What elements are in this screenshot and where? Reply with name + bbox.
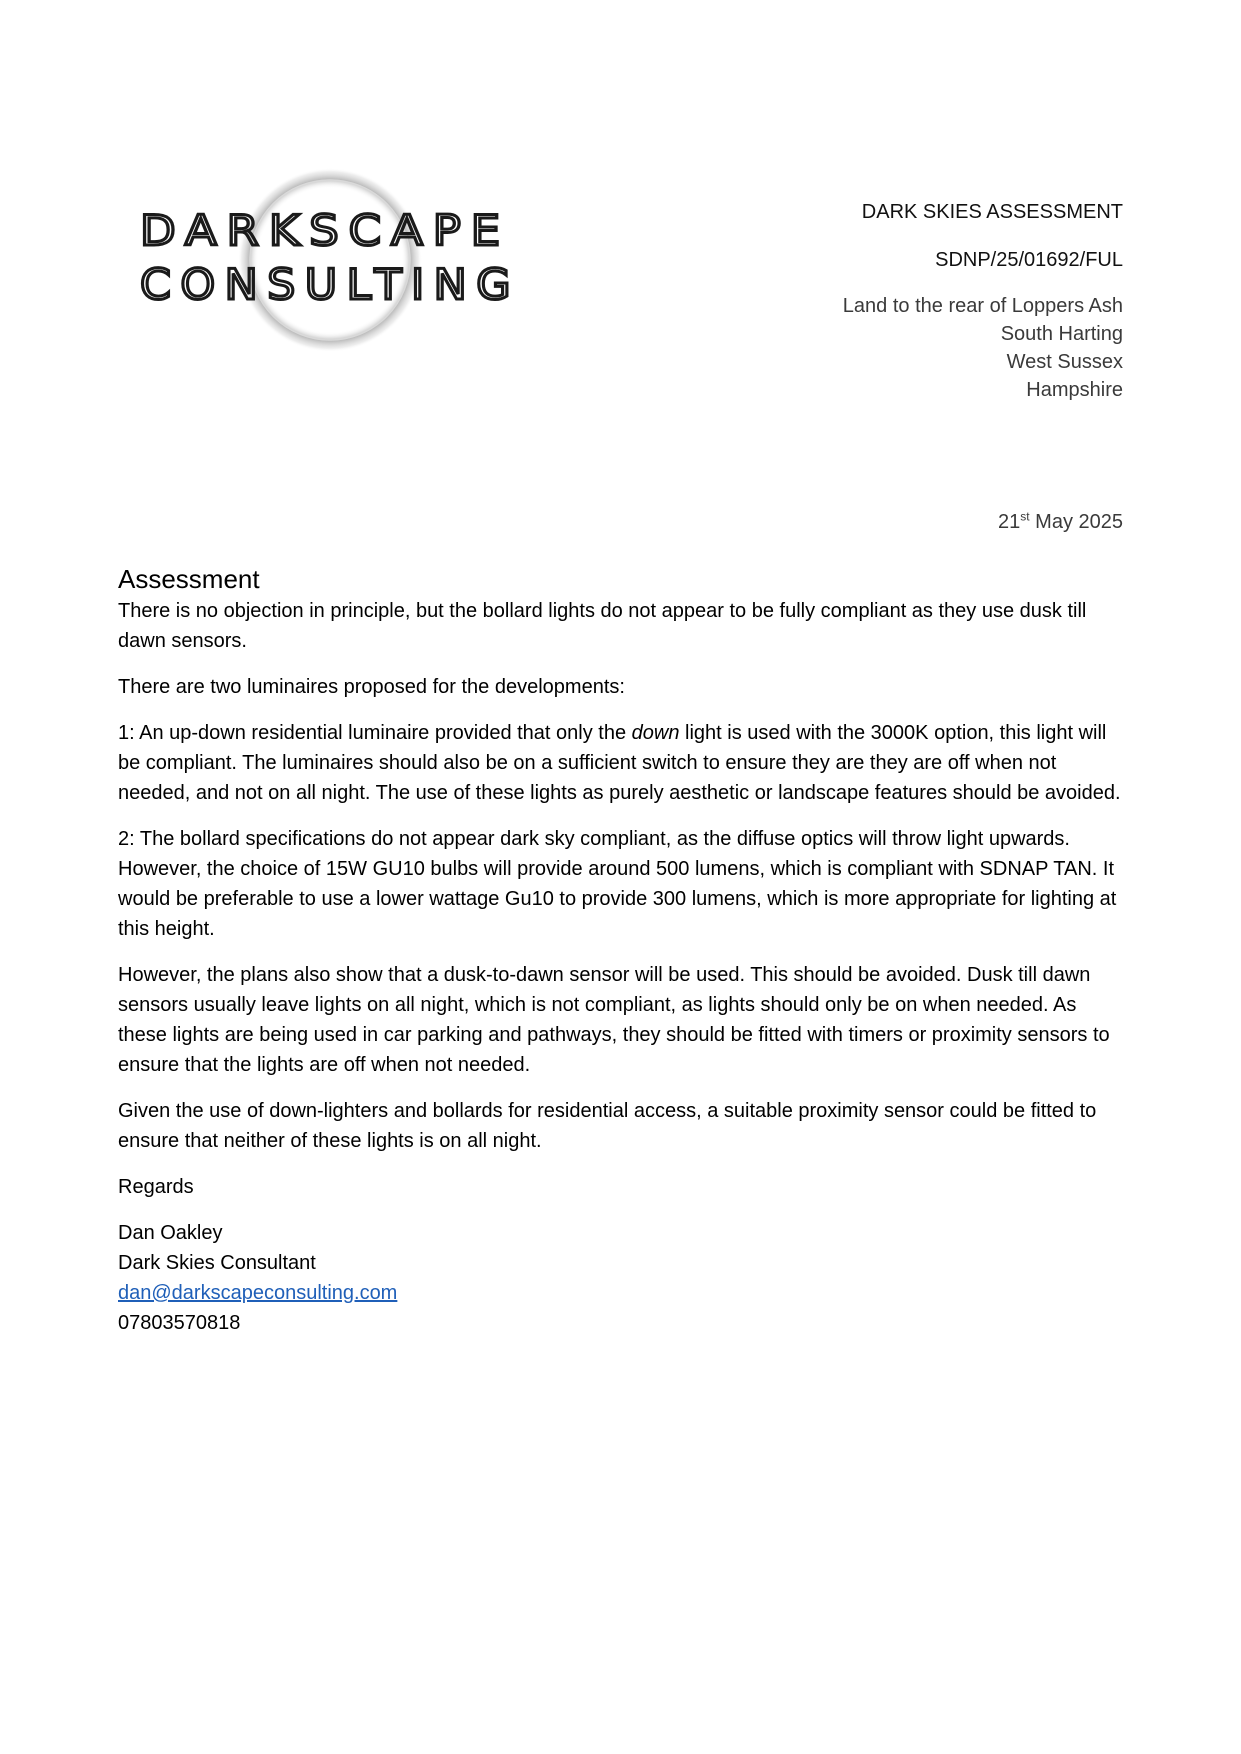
emphasis-down: down: [631, 722, 680, 744]
paragraph-item-1-start: 1: An up-down residential luminaire provided that only the: [118, 722, 632, 744]
document-header: [623, 198, 1123, 404]
phone-number: 07803570818: [118, 1312, 241, 1334]
address-line: Hampshire: [1026, 379, 1123, 401]
address-line: West Sussex: [1006, 351, 1123, 373]
paragraph-sensors: However, the plans also show that a dusk-to-dawn sensor will be used. This should be avoided. Dusk till dawn sensors usually leave lights on all night, which is not compliant, as lights should only be on when needed. As these lights are being used in car parking and pathways, they should be fitted with timers or proximity sensors to ensure that the lights are off when not needed.: [118, 964, 1110, 1076]
assessment-body: [118, 562, 1128, 1338]
paragraph-intro: There is no objection in principle, but the bollard lights do not appear to be fully compliant as they use dusk till dawn sensors.: [118, 600, 1087, 652]
company-logo: [130, 165, 530, 355]
signatory-role: Dark Skies Consultant: [118, 1252, 316, 1274]
planning-reference: SDNP/25/01692/FUL: [935, 249, 1123, 271]
section-heading: Assessment: [118, 564, 260, 594]
closing-regards: Regards: [118, 1176, 194, 1198]
date-month-year: May 2025: [1035, 511, 1123, 533]
date-suffix: st: [1020, 509, 1030, 524]
signatory-name: Dan Oakley: [118, 1222, 223, 1244]
paragraph-item-1-end: light is used with the 3000K option, this light will be compliant. The luminaires should also be on a sufficient switch to ensure they are they are off when not needed, and not on all night. The use of these lights as purely aesthetic or landscape features should be avoided.: [118, 722, 1121, 804]
email-link[interactable]: dan@darkscapeconsulting.com: [118, 1282, 398, 1304]
paragraph-recommendation: Given the use of down-lighters and bollards for residential access, a suitable proximity sensor could be fitted to ensure that neither of these lights is on all night.: [118, 1100, 1097, 1152]
paragraph-item-2: 2: The bollard specifications do not appear dark sky compliant, as the diffuse optics will throw light upwards. However, the choice of 15W GU10 bulbs will provide around 500 lumens, which is compliant with SDNAP TAN. It would be preferable to use a lower wattage Gu10 to provide 300 lumens, which is more appropriate for lighting at this height.: [118, 828, 1117, 940]
address-line: Land to the rear of Loppers Ash: [842, 295, 1123, 317]
signature-block: [118, 1218, 1128, 1338]
site-address: [623, 292, 1123, 404]
logo-text-line2: CONSULTING: [140, 260, 520, 309]
date-day: 21: [998, 511, 1021, 533]
document-date: [998, 508, 1123, 536]
logo-text-line1: DARKSCAPE: [140, 206, 511, 255]
paragraph-item-1: [118, 718, 1128, 808]
address-line: South Harting: [1000, 323, 1123, 345]
paragraph-luminaires: There are two luminaires proposed for the developments:: [118, 676, 625, 698]
document-title: DARK SKIES ASSESSMENT: [861, 201, 1123, 223]
